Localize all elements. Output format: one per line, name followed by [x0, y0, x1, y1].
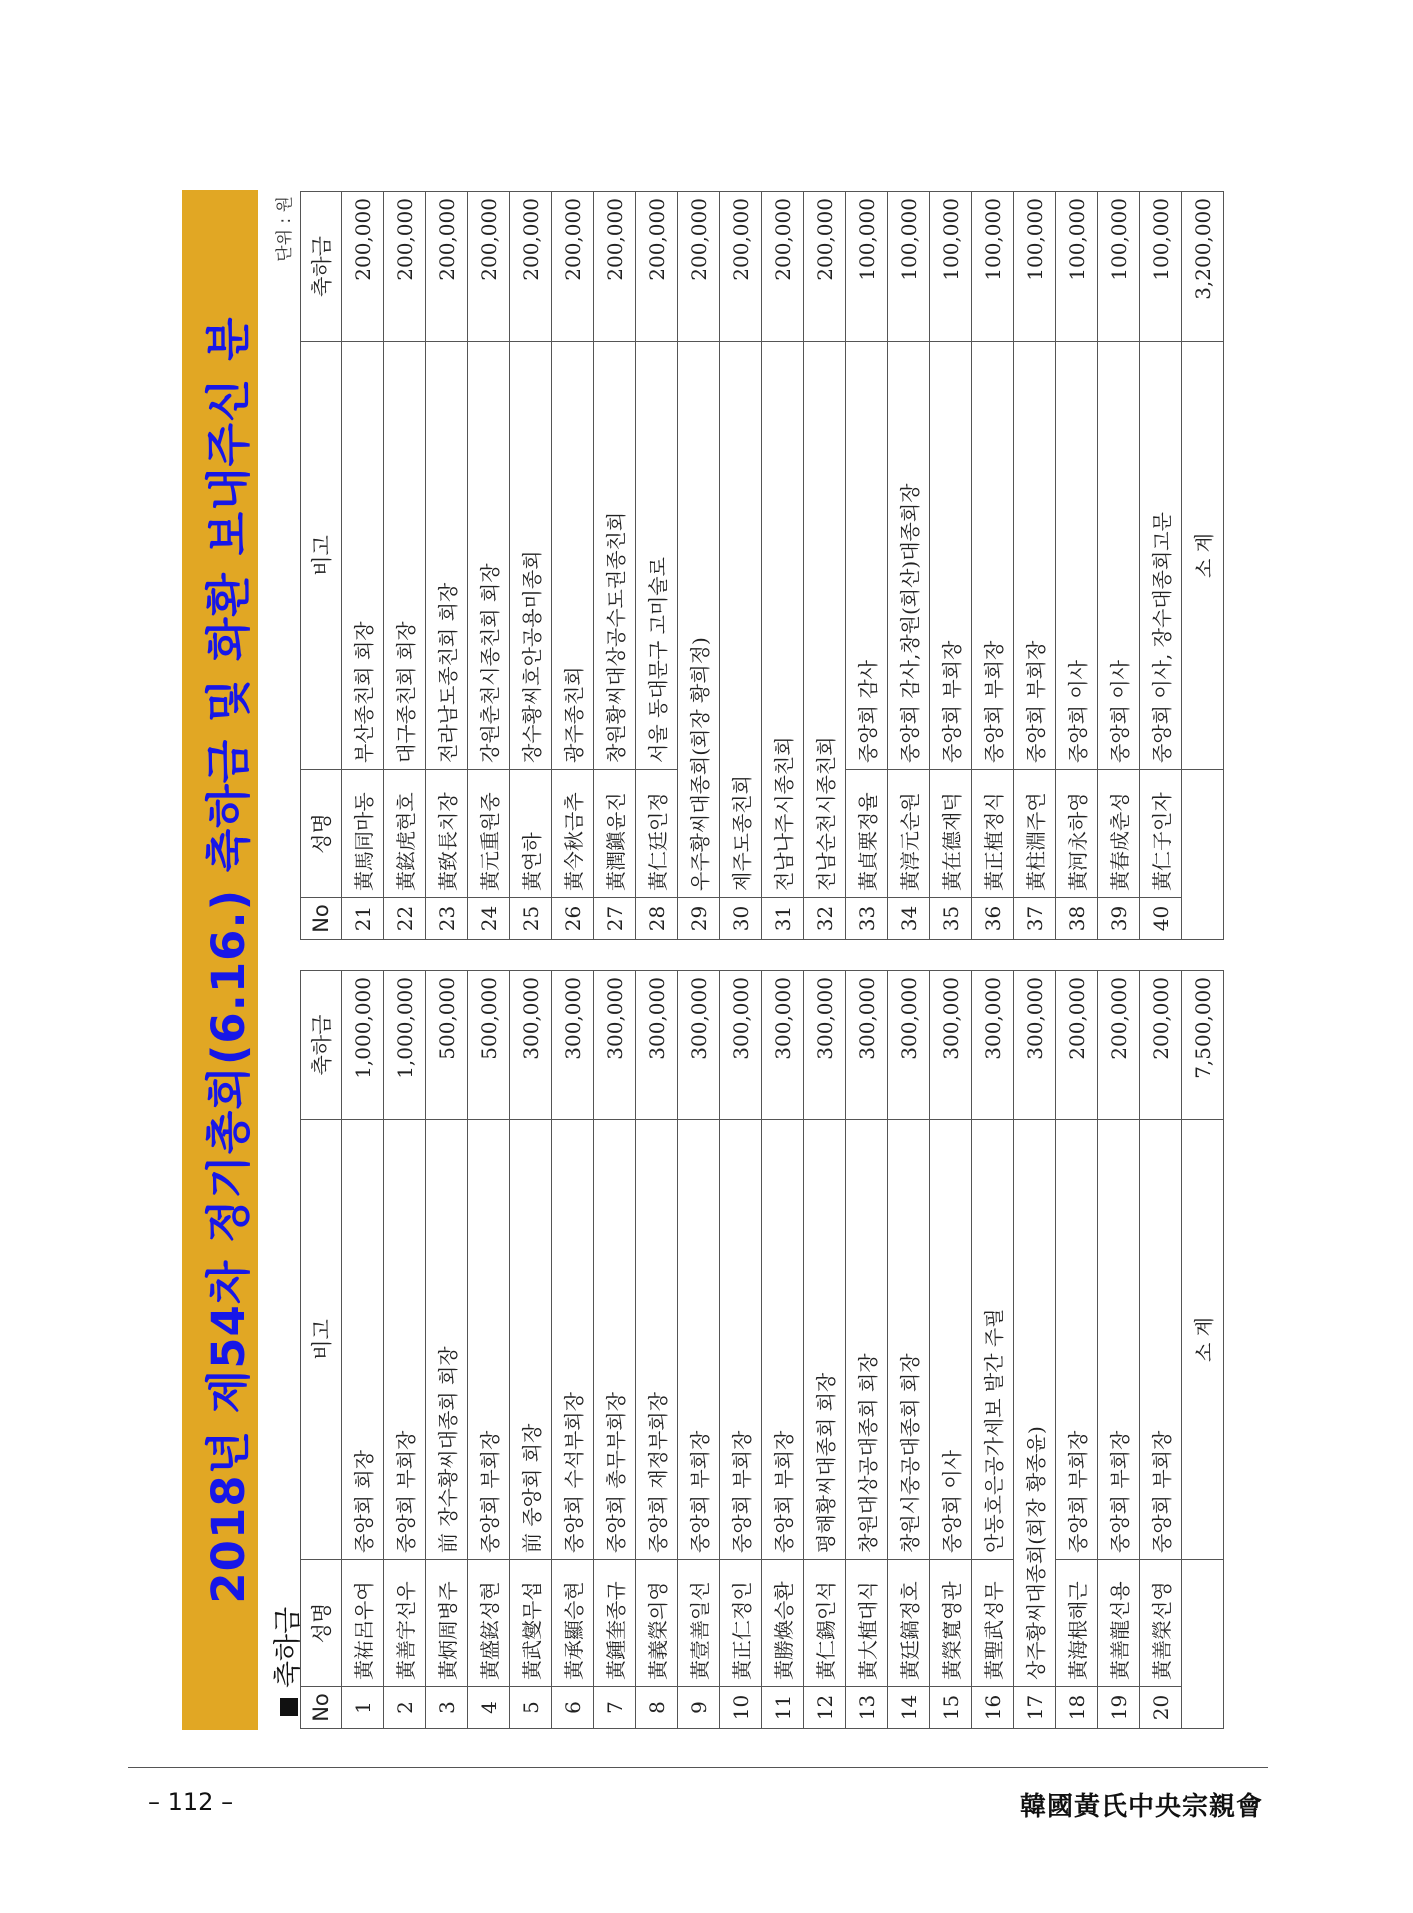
table-row — [846, 971, 888, 1729]
row-amount: 100,000 — [888, 192, 930, 342]
row-name: 黃연하 — [510, 770, 552, 898]
table-row — [888, 971, 930, 1729]
row-name: 黃今秋금추 — [552, 770, 594, 898]
row-name: 黃廷鎬정호 — [888, 1560, 930, 1687]
header-row — [301, 192, 342, 940]
row-note: 광주종친회 — [552, 342, 594, 770]
row-amount: 300,000 — [636, 971, 678, 1120]
row-no: 14 — [888, 1687, 930, 1729]
row-amount: 200,000 — [594, 192, 636, 342]
row-no: 20 — [1140, 1687, 1182, 1729]
table-row — [1056, 971, 1098, 1729]
row-amount: 100,000 — [846, 192, 888, 342]
right-table — [300, 191, 1224, 940]
row-note: 전남순천시종친회 — [804, 342, 846, 898]
unit-label: 단위 : 원 — [275, 196, 295, 262]
row-amount: 500,000 — [426, 971, 468, 1120]
rotated-content — [182, 190, 1248, 1730]
row-amount: 200,000 — [426, 192, 468, 342]
organization-name: 韓國黃氏中央宗親會 — [1019, 1792, 1263, 1822]
table-row — [804, 971, 846, 1729]
row-note: 제주도종친회 — [720, 342, 762, 898]
total-spacer — [1182, 1560, 1224, 1729]
row-note: 중앙회 부회장 — [1056, 1120, 1098, 1560]
table-row — [384, 971, 426, 1729]
row-name: 黃盛鉉성현 — [468, 1560, 510, 1687]
row-amount: 100,000 — [1098, 192, 1140, 342]
row-name: 黃大植대식 — [846, 1560, 888, 1687]
row-note: 안동호은공가세보 발간 주필 — [972, 1120, 1014, 1560]
row-amount: 300,000 — [846, 971, 888, 1120]
row-note: 중앙회 총무부회장 — [594, 1120, 636, 1560]
row-name: 黃貞栗정율 — [846, 770, 888, 898]
table-row — [1014, 971, 1056, 1729]
row-no: 11 — [762, 1687, 804, 1729]
row-no: 10 — [720, 1687, 762, 1729]
total-label: 소 계 — [1182, 342, 1224, 770]
row-no: 37 — [1014, 898, 1056, 940]
row-note: 강원춘천시종친회 회장 — [468, 342, 510, 770]
table-row — [678, 192, 720, 940]
row-name: 黃承顯승현 — [552, 1560, 594, 1687]
row-no: 13 — [846, 1687, 888, 1729]
page-number: – 112 – — [148, 1788, 234, 1816]
total-label: 소 계 — [1182, 1120, 1224, 1560]
row-note: 상주황씨대종회(회장 황종윤) — [1014, 1120, 1056, 1687]
row-no: 35 — [930, 898, 972, 940]
row-no: 36 — [972, 898, 1014, 940]
row-name: 黃柱淵주연 — [1014, 770, 1056, 898]
row-amount: 200,000 — [1098, 971, 1140, 1120]
title-banner — [182, 190, 258, 1730]
row-no: 4 — [468, 1687, 510, 1729]
table-row — [510, 971, 552, 1729]
row-no: 27 — [594, 898, 636, 940]
total-row — [1182, 971, 1224, 1729]
row-name: 黃仁廷인정 — [636, 770, 678, 898]
row-note: 중앙회 이사 — [930, 1120, 972, 1560]
table-row — [1098, 192, 1140, 940]
header-amount: 축하금 — [301, 192, 342, 342]
table-row — [930, 192, 972, 940]
header-amount: 축하금 — [301, 971, 342, 1120]
row-name: 黃鉉虎현호 — [384, 770, 426, 898]
row-amount: 300,000 — [510, 971, 552, 1120]
row-no: 2 — [384, 1687, 426, 1729]
row-amount: 300,000 — [762, 971, 804, 1120]
table-row — [930, 971, 972, 1729]
row-amount: 200,000 — [804, 192, 846, 342]
table-row — [426, 971, 468, 1729]
row-no: 31 — [762, 898, 804, 940]
row-amount: 300,000 — [888, 971, 930, 1120]
row-name: 黃馬同마동 — [342, 770, 384, 898]
table-row — [552, 971, 594, 1729]
row-no: 19 — [1098, 1687, 1140, 1729]
row-name: 黃在德재덕 — [930, 770, 972, 898]
row-note: 평해황씨대종회 회장 — [804, 1120, 846, 1560]
table-row — [762, 192, 804, 940]
row-note: 중앙회 부회장 — [1098, 1120, 1140, 1560]
section-label: 축하금 — [271, 1606, 304, 1688]
total-row — [1182, 192, 1224, 940]
row-no: 25 — [510, 898, 552, 940]
left-table — [300, 970, 1224, 1729]
header-name: 성명 — [301, 1560, 342, 1687]
table-row — [594, 971, 636, 1729]
row-no: 22 — [384, 898, 426, 940]
header-note: 비고 — [301, 342, 342, 770]
row-no: 32 — [804, 898, 846, 940]
table-row — [636, 192, 678, 940]
row-amount: 200,000 — [510, 192, 552, 342]
row-note: 중앙회 수석부회장 — [552, 1120, 594, 1560]
row-no: 5 — [510, 1687, 552, 1729]
table-row — [1098, 971, 1140, 1729]
table-row — [342, 971, 384, 1729]
total-amount: 7,500,000 — [1182, 971, 1224, 1120]
row-name: 黃善宇선우 — [384, 1560, 426, 1687]
square-bullet-icon — [280, 1698, 298, 1716]
row-no: 15 — [930, 1687, 972, 1729]
row-name: 黃海根해근 — [1056, 1560, 1098, 1687]
row-amount: 200,000 — [678, 192, 720, 342]
row-name: 黃鍾奎종규 — [594, 1560, 636, 1687]
header-note: 비고 — [301, 1120, 342, 1560]
table-row — [468, 971, 510, 1729]
row-amount: 300,000 — [594, 971, 636, 1120]
row-note: 중앙회 부회장 — [930, 342, 972, 770]
row-amount: 300,000 — [972, 971, 1014, 1120]
row-amount: 100,000 — [972, 192, 1014, 342]
row-name: 黃河永하영 — [1056, 770, 1098, 898]
table-row — [804, 192, 846, 940]
row-note: 창원시중공대종회 회장 — [888, 1120, 930, 1560]
row-amount: 100,000 — [1014, 192, 1056, 342]
row-amount: 300,000 — [930, 971, 972, 1120]
row-amount: 200,000 — [342, 192, 384, 342]
row-no: 34 — [888, 898, 930, 940]
row-no: 17 — [1014, 1687, 1056, 1729]
row-amount: 100,000 — [1140, 192, 1182, 342]
row-name: 黃善榮선영 — [1140, 1560, 1182, 1687]
row-name: 黃潤鎭윤진 — [594, 770, 636, 898]
row-name: 黃元重원중 — [468, 770, 510, 898]
row-note: 중앙회 재정부회장 — [636, 1120, 678, 1560]
row-note: 중앙회 부회장 — [678, 1120, 720, 1560]
row-no: 1 — [342, 1687, 384, 1729]
table-row — [426, 192, 468, 940]
row-name: 黃淳元순원 — [888, 770, 930, 898]
row-no: 16 — [972, 1687, 1014, 1729]
row-no: 6 — [552, 1687, 594, 1729]
row-amount: 300,000 — [678, 971, 720, 1120]
row-no: 23 — [426, 898, 468, 940]
footer-divider — [128, 1767, 1268, 1768]
row-note: 중앙회 이사 — [1098, 342, 1140, 770]
row-note: 중앙회 부회장 — [762, 1120, 804, 1560]
row-name: 黃義榮의영 — [636, 1560, 678, 1687]
row-name: 黃致長치장 — [426, 770, 468, 898]
table-row — [594, 192, 636, 940]
row-note: 중앙회 회장 — [342, 1120, 384, 1560]
row-note: 대구종친회 회장 — [384, 342, 426, 770]
row-note: 중앙회 부회장 — [468, 1120, 510, 1560]
row-note: 서울 동대문구 고미술로 — [636, 342, 678, 770]
row-amount: 300,000 — [804, 971, 846, 1120]
row-no: 18 — [1056, 1687, 1098, 1729]
row-name: 黃善龍선용 — [1098, 1560, 1140, 1687]
row-no: 3 — [426, 1687, 468, 1729]
row-no: 21 — [342, 898, 384, 940]
table-row — [846, 192, 888, 940]
row-no: 39 — [1098, 898, 1140, 940]
row-note: 부산종친회 회장 — [342, 342, 384, 770]
row-amount: 200,000 — [636, 192, 678, 342]
table-row — [1140, 971, 1182, 1729]
row-amount: 300,000 — [720, 971, 762, 1120]
row-note: 전라남도종친회 회장 — [426, 342, 468, 770]
table-row — [720, 971, 762, 1729]
row-note: 前 중앙회 회장 — [510, 1120, 552, 1560]
row-amount: 200,000 — [468, 192, 510, 342]
row-no: 12 — [804, 1687, 846, 1729]
header-no: No — [301, 1687, 342, 1729]
row-amount: 100,000 — [1056, 192, 1098, 342]
row-note: 중앙회 부회장 — [1014, 342, 1056, 770]
row-name: 黃春成춘성 — [1098, 770, 1140, 898]
row-note: 중앙회 부회장 — [972, 342, 1014, 770]
row-name: 黃壹善일선 — [678, 1560, 720, 1687]
table-row — [972, 971, 1014, 1729]
row-no: 30 — [720, 898, 762, 940]
row-note: 중앙회 감사,창원(회산)대종회장 — [888, 342, 930, 770]
row-note: 창원황씨대상공수도권종친회 — [594, 342, 636, 770]
row-amount: 200,000 — [720, 192, 762, 342]
table-row — [1140, 192, 1182, 940]
row-name: 黃聖武성무 — [972, 1560, 1014, 1687]
table-row — [468, 192, 510, 940]
row-amount: 1,000,000 — [342, 971, 384, 1120]
total-amount: 3,200,000 — [1182, 192, 1224, 342]
header-no: No — [301, 898, 342, 940]
row-note: 前 장수황씨대종회 회장 — [426, 1120, 468, 1560]
row-name: 黃炳周병주 — [426, 1560, 468, 1687]
row-amount: 200,000 — [1140, 971, 1182, 1120]
table-row — [762, 971, 804, 1729]
row-note: 중앙회 이사 — [1056, 342, 1098, 770]
row-name: 黃榮寬영관 — [930, 1560, 972, 1687]
table-row — [384, 192, 426, 940]
table-row — [972, 192, 1014, 940]
table-row — [888, 192, 930, 940]
row-amount: 1,000,000 — [384, 971, 426, 1120]
row-amount: 200,000 — [1056, 971, 1098, 1120]
row-amount: 200,000 — [384, 192, 426, 342]
row-no: 7 — [594, 1687, 636, 1729]
row-no: 8 — [636, 1687, 678, 1729]
row-note: 전남나주시종친회 — [762, 342, 804, 898]
row-note: 중앙회 이사, 장수대종회고문 — [1140, 342, 1182, 770]
row-amount: 500,000 — [468, 971, 510, 1120]
row-note: 장수황씨호안공용미종회 — [510, 342, 552, 770]
row-name: 黃正仁정인 — [720, 1560, 762, 1687]
row-no: 38 — [1056, 898, 1098, 940]
header-name: 성명 — [301, 770, 342, 898]
row-note: 중앙회 부회장 — [720, 1120, 762, 1560]
header-row — [301, 971, 342, 1729]
row-amount: 200,000 — [552, 192, 594, 342]
row-note: 우주황씨대종회(회장 황희정) — [678, 342, 720, 898]
table-row — [1014, 192, 1056, 940]
row-amount: 300,000 — [1014, 971, 1056, 1120]
row-no: 28 — [636, 898, 678, 940]
row-no: 33 — [846, 898, 888, 940]
row-note: 중앙회 부회장 — [384, 1120, 426, 1560]
row-name: 黃仁子인자 — [1140, 770, 1182, 898]
row-note: 중앙회 부회장 — [1140, 1120, 1182, 1560]
table-row — [510, 192, 552, 940]
row-name: 黃勝煥승환 — [762, 1560, 804, 1687]
row-name: 黃仁錫인석 — [804, 1560, 846, 1687]
table-row — [720, 192, 762, 940]
row-amount: 200,000 — [762, 192, 804, 342]
row-no: 40 — [1140, 898, 1182, 940]
row-no: 9 — [678, 1687, 720, 1729]
row-name: 黃正植정식 — [972, 770, 1014, 898]
table-row — [342, 192, 384, 940]
table-row — [552, 192, 594, 940]
row-no: 24 — [468, 898, 510, 940]
table-row — [678, 971, 720, 1729]
page-title: 2018년 제54차 정기총회(6.16.) 축하금 및 화환 보내주신 분 — [202, 316, 255, 1604]
table-row — [636, 971, 678, 1729]
row-amount: 300,000 — [552, 971, 594, 1120]
total-spacer — [1182, 770, 1224, 940]
row-note: 창원대상공대종회 회장 — [846, 1120, 888, 1560]
row-amount: 100,000 — [930, 192, 972, 342]
row-name: 黃祐呂우여 — [342, 1560, 384, 1687]
table-row — [1056, 192, 1098, 940]
row-name: 黃武燮무섭 — [510, 1560, 552, 1687]
row-no: 29 — [678, 898, 720, 940]
row-no: 26 — [552, 898, 594, 940]
row-note: 중앙회 감사 — [846, 342, 888, 770]
